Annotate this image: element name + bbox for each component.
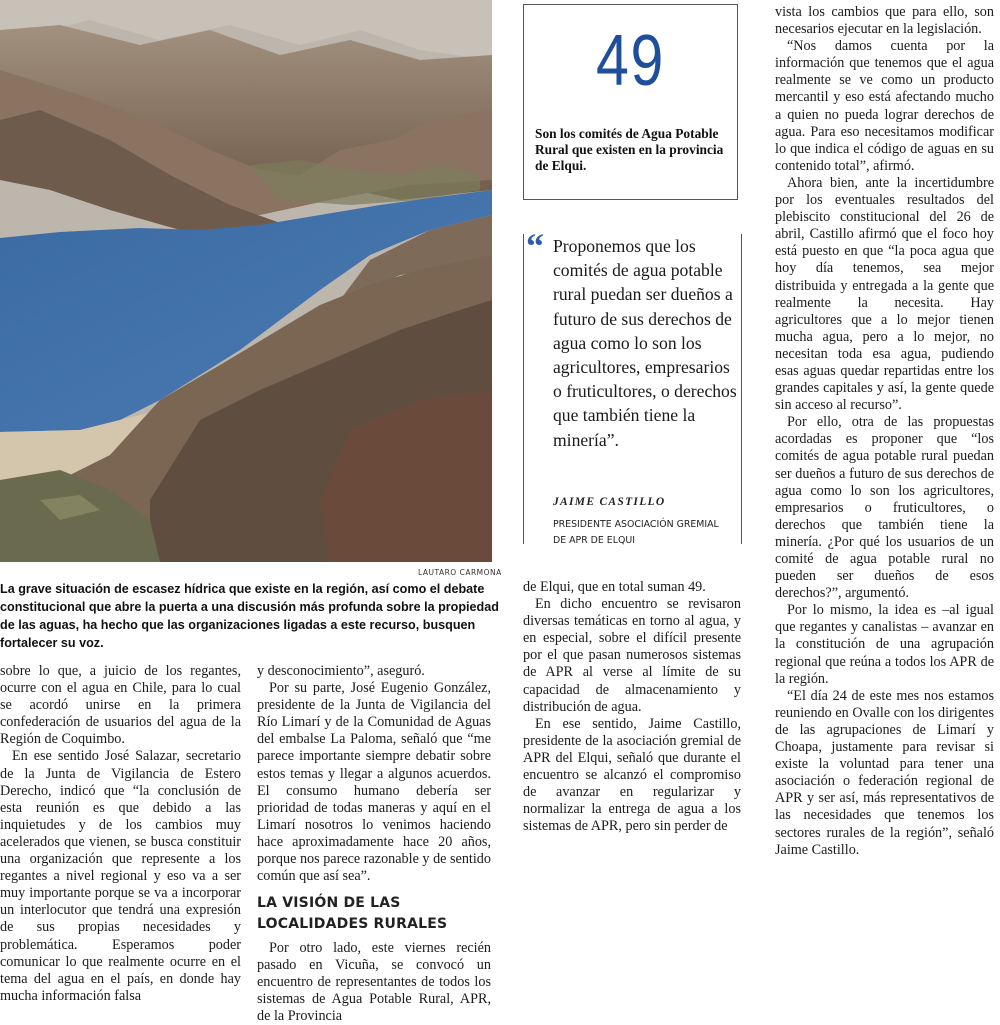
article-column-1 — [0, 663, 241, 1005]
pull-quote — [521, 226, 742, 546]
paragraph: Ahora bien, ante la incertidumbre por los eventuales resultados del plebiscito constitucional del 26 de abril, Castillo afirmó que el foco hoy está puesto en que “la poca agua que hoy día tenemos, sea mejor distribuida y entregada a la gente que realmente la necesita. Hay agricultores que a lo mejor tienen mucha agua, pero a lo mejor, no necesitan toda esa agua, pudiendo esas aguas quedar repartidas entre los grandes capitales y así, la gente quede sin acceso al recurso”. — [775, 174, 994, 414]
paragraph: vista los cambios que para ello, son necesarios ejecutar en la legislación. — [775, 4, 994, 38]
paragraph: “El día 24 de este mes nos estamos reuniendo en Ovalle con los dirigentes de las agrupaciones de Limarí y Choapa, justamente para revisar si existe la voluntad para tener una asociación o federación regional de APR y ser así, más representativos de las necesidades que tenemos los sectores rurales de la región”, señaló Jaime Castillo. — [775, 687, 994, 858]
stat-box — [523, 4, 738, 200]
paragraph: En ese sentido, Jaime Castillo, presidente de la asociación gremial de APR del Elqui, señaló que durante el encuentro se alcanzó el compromiso de avanzar en regularizar y normalizar la entrega de agua a los sistemas de APR, pero sin perder de — [523, 715, 741, 835]
quote-author-role: PRESIDENTE ASOCIACIÓN GREMIAL DE APR DE ELQUI — [553, 519, 719, 546]
photo-caption: La grave situación de escasez hídrica que existe en la región, así como el debate constitucional que abre la puerta a una discusión más profunda sobre la propiedad de las aguas, ha hecho que las organizaciones ligadas a este recurso, busquen fortalecer su voz. — [0, 582, 499, 650]
paragraph: de Elqui, que en total suman 49. — [523, 579, 706, 595]
article-column-2 — [257, 663, 491, 885]
paragraph: “Nos damos cuenta por la información que tenemos que el agua realmente se ve como un producto mercantil y eso está afectando mucho a quien no pueda lograr derechos de agua. Para eso necesitamos modificar lo que indica el código de aguas en su contenido total”, afirmó. — [775, 38, 994, 174]
article-column-4 — [775, 4, 994, 859]
paragraph: y desconocimiento”, aseguró. — [257, 663, 425, 679]
article-column-2-continued — [257, 940, 491, 1025]
stat-number: 49 — [596, 21, 665, 101]
quote-text: Proponemos que los comités de agua potable rural puedan ser dueños a futuro de sus derechos de agua como lo son los agricultores, empresarios o fruticultores, o derechos que también tiene la minería”. — [553, 236, 737, 450]
stat-description: Son los comités de Agua Potable Rural que existen en la provincia de Elqui. — [535, 126, 724, 174]
quote-divider — [523, 234, 524, 544]
paragraph: sobre lo que, a juicio de los regantes, ocurre con el agua en Chile, para lo cual se acordó unirse en la primera confederación de usuarios del agua de la Región de Coquimbo. — [0, 663, 241, 748]
quote-author: JAIME CASTILLO — [553, 496, 666, 508]
section-subhead: LA VISIÓN DE LAS LOCALIDADES RURALES — [257, 895, 448, 932]
paragraph: Por su parte, José Eugenio González, presidente de la Junta de Vigilancia del Río Limarí y de la Comunidad de Aguas del embalse La Paloma, señaló que “me parece importante siempre debatir sobre estos temas y llegar a algunos acuerdos. El consumo humano debería ser prioridad de todas maneras y aquí en el Limarí nosotros lo venimos haciendo hace aproximadamente hace 20 años, porque nos parece razonable y de sentido común que así sea”. — [257, 680, 491, 885]
paragraph: Por ello, otra de las propuestas acordadas es proponer que “los comités de agua potable rural puedan ser dueños a futuro de sus derechos de agua como lo son los agricultores, empresarios o fruticultores, o derechos que también tiene la minería. ¿Por qué los usuarios de un comité de agua potable rural no pueden ser dueños de esos derechos?”, argumentó. — [775, 414, 994, 602]
paragraph: Por otro lado, este viernes recién pasado en Vicuña, se convocó un encuentro de representantes de todos los sistemas de Agua Potable Rural, APR, de la Provincia — [257, 940, 491, 1025]
paragraph: Por lo mismo, la idea es –al igual que regantes y canalistas – avanzar en la constitución de una agrupación regional que reúna a todos los APR de la región. — [775, 602, 994, 687]
quote-mark-icon: “ — [526, 226, 544, 266]
article-column-3 — [523, 579, 741, 835]
paragraph: En dicho encuentro se revisaron diversas temáticas en torno al agua, y en especial, sobre el difícil presente por el que pasan numerosos sistemas de APR al verse al límite de su capacidad de almacenamiento y distribución de agua. — [523, 596, 741, 715]
reservoir-photo — [0, 0, 492, 562]
paragraph: En ese sentido José Salazar, secretario de la Junta de Vigilancia de Estero Derecho, indicó que “la conclusión de esta reunión es que debido a las inquietudes y de los cambios muy acelerados que vienen, se busca constituir una organización que represente a los regantes a nivel regional y eso va a ser muy importante porque se va a incorporar un interlocutor que tendrá una expresión de sus propias necesidades y problemática. Esperamos poder comunicar lo que realmente ocurre en el tema del agua en el país, en donde hay mucha información falsa — [0, 748, 241, 1004]
photo-credit: LAUTARO CARMONA — [418, 568, 502, 577]
